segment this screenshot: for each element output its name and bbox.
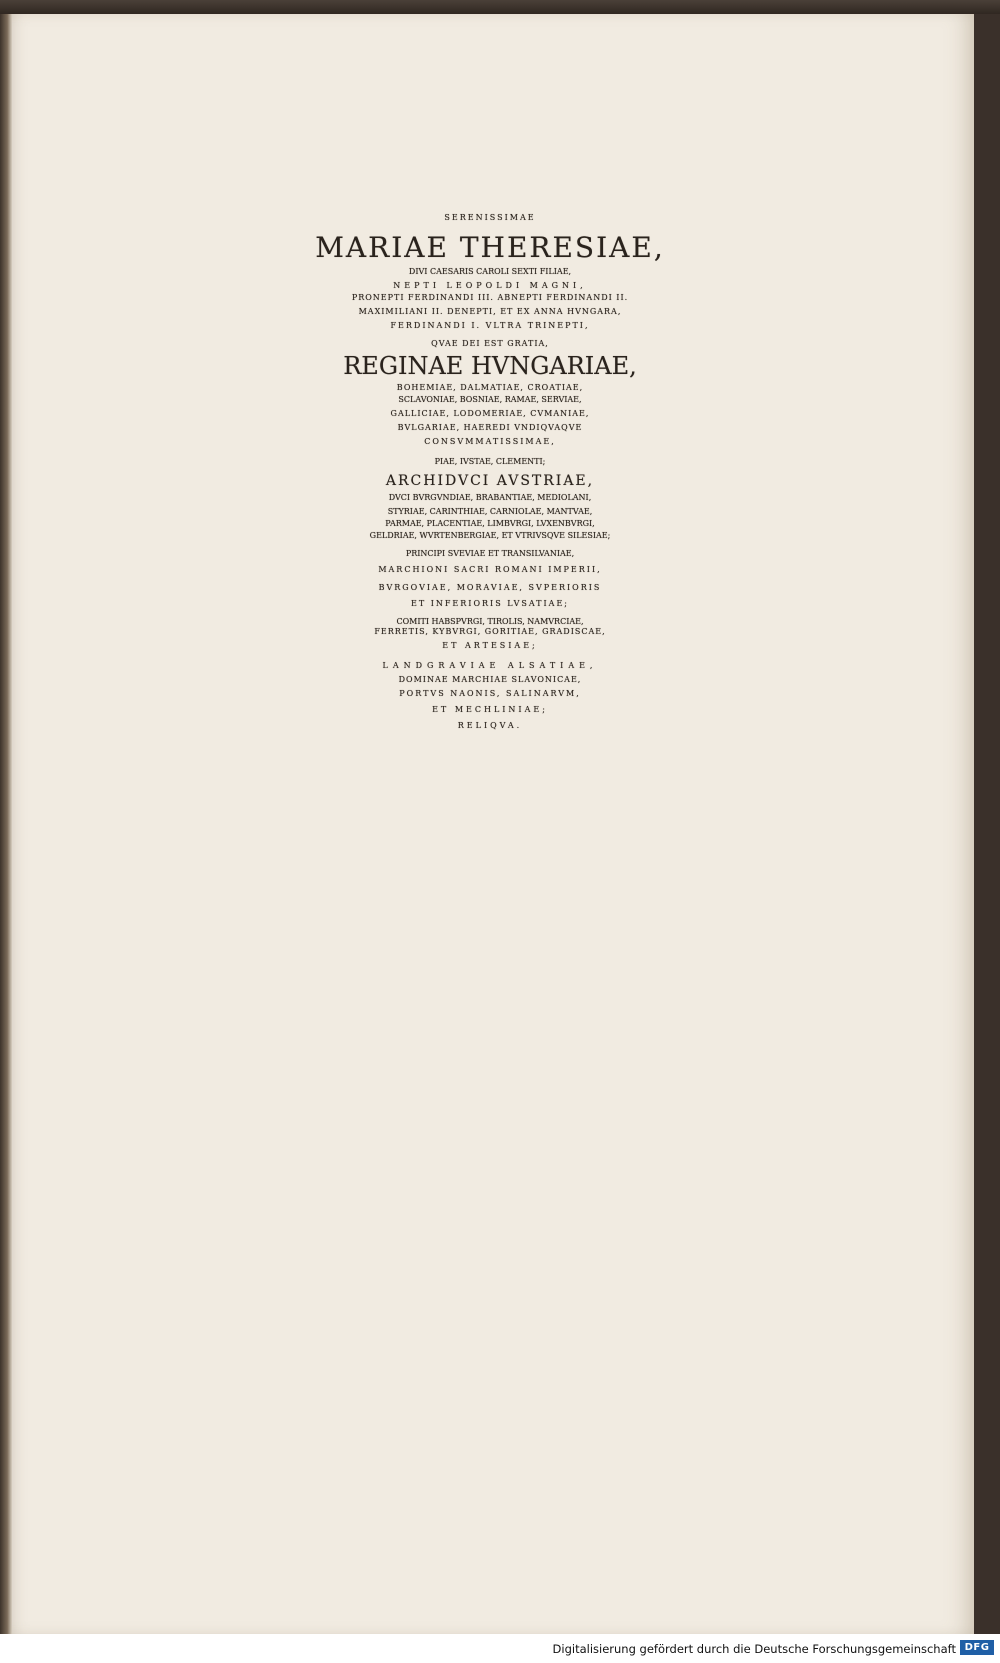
- dedication-line: STYRIAE, CARINTHIAE, CARNIOLAE, MANTVAE,: [387, 507, 593, 516]
- dedication-line: FERDINANDI I. VLTRA TRINEPTI,: [390, 321, 590, 330]
- dedication-line: NEPTI LEOPOLDI MAGNI,: [393, 281, 587, 290]
- dedication-line: ET MECHLINIAE;: [432, 705, 548, 714]
- dedication-line: MAXIMILIANI II. DENEPTI, ET EX ANNA HVNGARA,: [358, 307, 622, 316]
- dedication-line: ET INFERIORIS LVSATIAE;: [411, 599, 569, 608]
- dedication-line: LANDGRAVIAE ALSATIAE,: [382, 661, 598, 670]
- dedication-line: ARCHIDVCI AVSTRIAE,: [385, 473, 595, 489]
- dedication-line: RELIQVA.: [457, 721, 523, 730]
- dedication-line: DVCI BVRGVNDIAE, BRABANTIAE, MEDIOLANI,: [388, 493, 592, 502]
- dfg-logo-icon: DFG: [960, 1640, 994, 1655]
- dedication-line: PORTVS NAONIS, SALINARVM,: [399, 689, 581, 698]
- footer-credit-text: Digitalisierung gefördert durch die Deutsche Forschungsgemeinschaft: [552, 1642, 956, 1656]
- dedication-line: MARCHIONI SACRI ROMANI IMPERII,: [378, 565, 602, 574]
- dedication-line: PARMAE, PLACENTIAE, LIMBVRGI, LVXENBVRGI,: [385, 519, 595, 528]
- digitization-footer: [0, 1634, 1000, 1663]
- dedication-line: COMITI HABSPVRGI, TIROLIS, NAMVRCIAE,: [396, 617, 584, 626]
- dedication-line: REGINAE HVNGARIAE,: [343, 352, 637, 380]
- dedication-line: ET ARTESIAE;: [442, 641, 538, 650]
- dedication-line: BVRGOVIAE, MORAVIAE, SVPERIORIS: [378, 583, 602, 592]
- dedication-line: DOMINAE MARCHIAE SLAVONICAE,: [398, 675, 582, 684]
- dedication-line: BVLGARIAE, HAEREDI VNDIQVAQVE: [397, 423, 583, 432]
- dedication-line: PRINCIPI SVEVIAE ET TRANSILVANIAE,: [405, 549, 575, 558]
- dedication-line: DIVI CAESARIS CAROLI SEXTI FILIAE,: [408, 267, 572, 276]
- book-spine-shadow: [0, 14, 12, 1634]
- dedication-line: GELDRIAE, WVRTENBERGIAE, ET VTRIVSQVE SILESIAE;: [369, 531, 611, 540]
- dedication-line: QVAE DEI EST GRATIA,: [431, 339, 549, 348]
- dedication-line: PIAE, IVSTAE, CLEMENTI;: [434, 457, 546, 466]
- dedication-line: BOHEMIAE, DALMATIAE, CROATIAE,: [396, 383, 584, 392]
- book-page: [6, 14, 976, 1634]
- dedication-line: CONSVMMATISSIMAE,: [424, 437, 556, 446]
- dedication-line: SCLAVONIAE, BOSNIAE, RAMAE, SERVIAE,: [398, 395, 582, 404]
- dedication-line: GALLICIAE, LODOMERIAE, CVMANIAE,: [390, 409, 590, 418]
- dedication-line: MARIAE THERESIAE,: [315, 231, 665, 264]
- dedication-line: SERENISSIMAE: [444, 213, 536, 222]
- dedication-text: [6, 214, 974, 730]
- dedication-line: PRONEPTI FERDINANDI III. ABNEPTI FERDINANDI II.: [351, 293, 629, 302]
- dedication-line: FERRETIS, KYBVRGI, GORITIAE, GRADISCAE,: [374, 627, 606, 636]
- page-edge: [974, 14, 1000, 1634]
